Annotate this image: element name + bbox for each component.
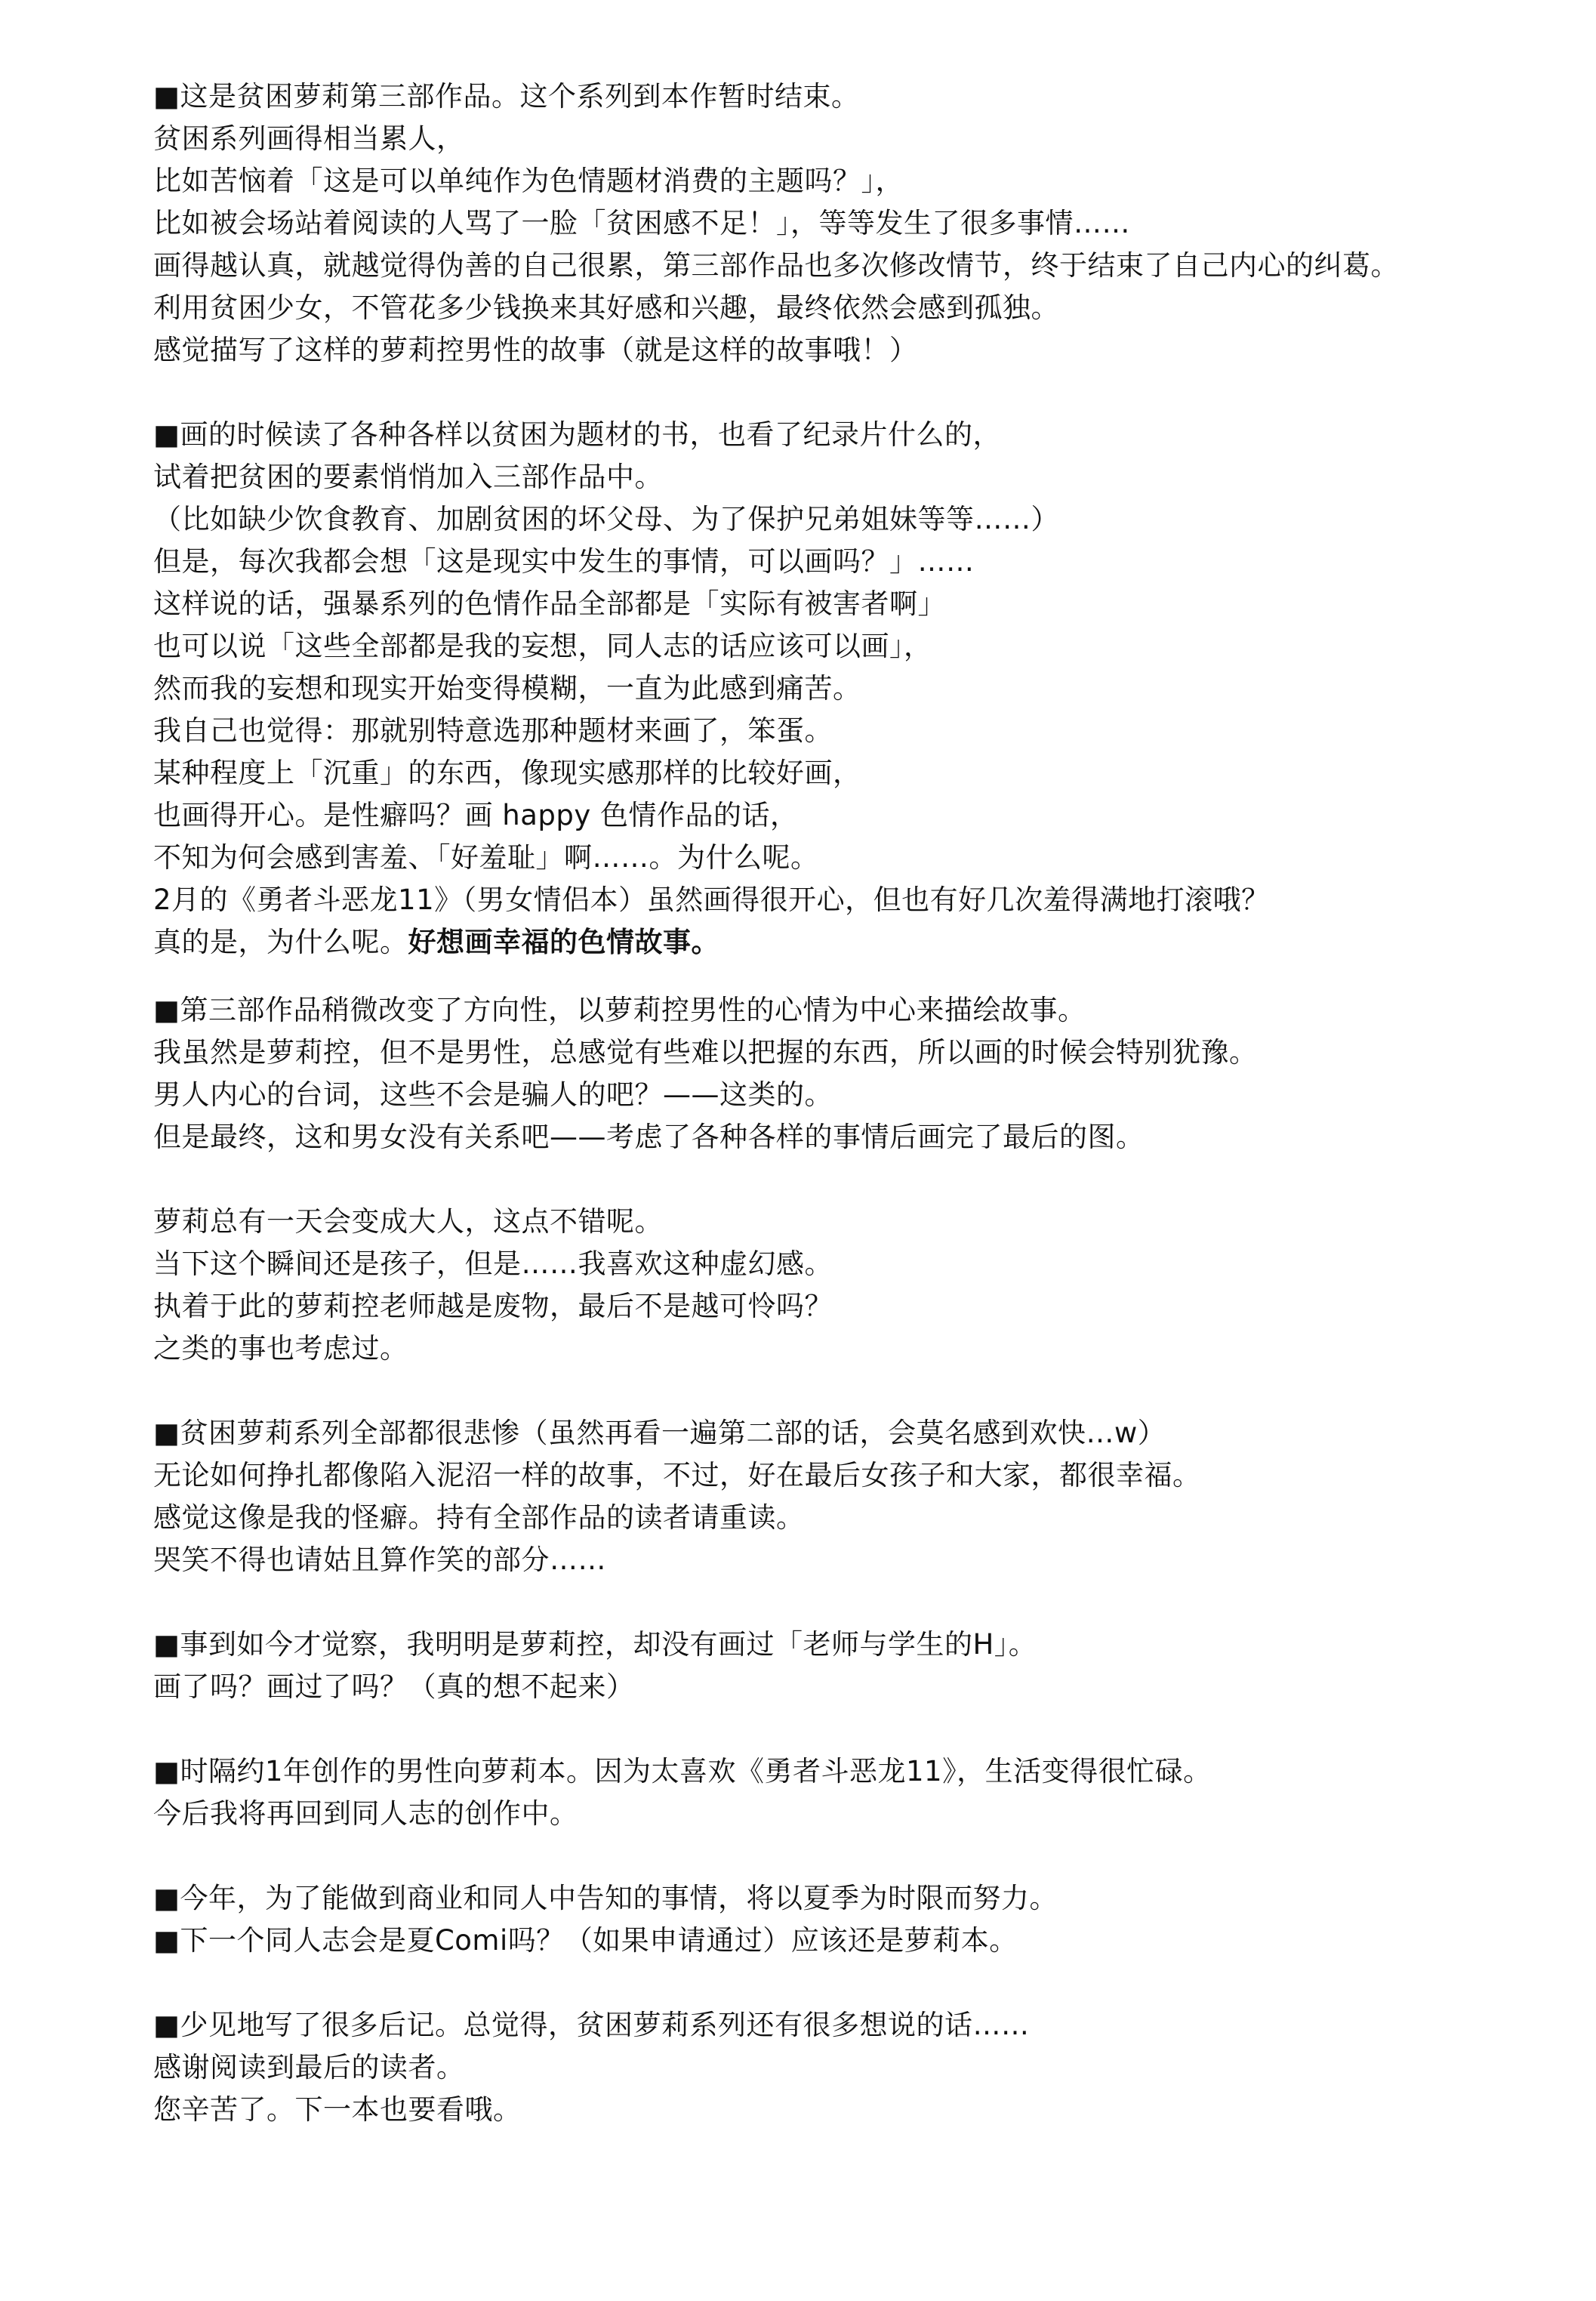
text-line: 然而我的妄想和现实开始变得模糊，一直为此感到痛苦。: [153, 672, 861, 705]
text-line: 萝莉总有一天会变成大人，这点不错呢。: [153, 1205, 663, 1238]
text-line: ■事到如今才觉察，我明明是萝莉控，却没有画过「老师与学生的H」。: [153, 1628, 1037, 1661]
text-line: 贫困系列画得相当累人，: [153, 122, 465, 155]
paragraph-4: [153, 1201, 1557, 1370]
text-line: 感谢阅读到最后的读者。: [153, 2051, 465, 2084]
text-emphasis: 好想画幸福的色情故事。: [408, 926, 719, 958]
text-line: 也可以说「这些全部都是我的妄想，同人志的话应该可以画」，: [153, 630, 932, 662]
text-line-final: [153, 921, 1557, 964]
text-line: 感觉描写了这样的萝莉控男性的故事（就是这样的故事哦！）: [153, 334, 918, 366]
text-line: 但是，每次我都会想「这是现实中发生的事情，可以画吗？」……: [153, 545, 975, 578]
text-line: 执着于此的萝莉控老师越是废物，最后不是越可怜吗？: [153, 1290, 833, 1322]
text-line: 但是最终，这和男女没有关系吧——考虑了各种各样的事情后画完了最后的图。: [153, 1121, 1145, 1153]
paragraph-8: [153, 1877, 1557, 1962]
text-line: （比如缺少饮食教育、加剧贫困的坏父母、为了保护兄弟姐妹等等……）: [153, 503, 1059, 535]
text-line: 某种程度上「沉重」的东西，像现实感那样的比较好画，: [153, 757, 861, 789]
text-line: 当下这个瞬间还是孩子，但是……我喜欢这种虚幻感。: [153, 1248, 833, 1280]
afterword-text: [153, 76, 1557, 2173]
text-line: 这样说的话，强暴系列的色情作品全部都是「实际有被害者啊」: [153, 588, 946, 620]
text-line: ■第三部作品稍微改变了方向性，以萝莉控男性的心情为中心来描绘故事。: [153, 994, 1086, 1026]
text-plain: 真的是，为什么呢。: [153, 926, 408, 958]
text-line: 我虽然是萝莉控，但不是男性，总感觉有些难以把握的东西，所以画的时候会特别犹豫。: [153, 1036, 1258, 1069]
text-line: 今后我将再回到同人志的创作中。: [153, 1797, 578, 1830]
text-line: 画了吗？画过了吗？（真的想不起来）: [153, 1670, 635, 1703]
paragraph-9: [153, 2004, 1557, 2131]
text-line: ■贫困萝莉系列全部都很悲惨（虽然再看一遍第二部的话，会莫名感到欢快…w）: [153, 1417, 1166, 1449]
text-line: 2月的《勇者斗恶龙11》（男女情侣本）虽然画得很开心，但也有好几次羞得满地打滚哦？: [153, 884, 1270, 916]
paragraph-6: [153, 1624, 1557, 1708]
text-line: 比如被会场站着阅读的人骂了一脸「贫困感不足！」，等等发生了很多事情……: [153, 207, 1130, 239]
paragraph-2: [153, 414, 1557, 964]
text-line: 我自己也觉得：那就别特意选那种题材来画了，笨蛋。: [153, 714, 833, 747]
text-line: 感觉这像是我的怪癖。持有全部作品的读者请重读。: [153, 1501, 805, 1534]
text-line: ■时隔约1年创作的男性向萝莉本。因为太喜欢《勇者斗恶龙11》，生活变得很忙碌。: [153, 1755, 1212, 1787]
paragraph-1: [153, 76, 1557, 372]
text-line: 利用贫困少女，不管花多少钱换来其好感和兴趣，最终依然会感到孤独。: [153, 291, 1059, 324]
text-line: 男人内心的台词，这些不会是骗人的吧？——这类的。: [153, 1078, 833, 1111]
text-line: ■下一个同人志会是夏Comi吗？（如果申请通过）应该还是萝莉本。: [153, 1924, 1018, 1957]
text-line: 不知为何会感到害羞、「好羞耻」啊……。为什么呢。: [153, 841, 819, 874]
text-line: 也画得开心。是性癖吗？画 happy 色情作品的话，: [153, 799, 799, 831]
text-line: 哭笑不得也请姑且算作笑的部分……: [153, 1544, 606, 1576]
paragraph-7: [153, 1750, 1557, 1835]
text-line: 之类的事也考虑过。: [153, 1332, 408, 1365]
text-line: 无论如何挣扎都像陷入泥沼一样的故事，不过，好在最后女孩子和大家，都很幸福。: [153, 1459, 1201, 1491]
text-line: ■画的时候读了各种各样以贫困为题材的书，也看了纪录片什么的，: [153, 418, 1001, 451]
text-line: 比如苦恼着「这是可以单纯作为色情题材消费的主题吗？」，: [153, 165, 904, 197]
text-line: 您辛苦了。下一本也要看哦。: [153, 2093, 522, 2126]
text-line: 试着把贫困的要素悄悄加入三部作品中。: [153, 461, 663, 493]
paragraph-3: [153, 989, 1557, 1158]
text-line: ■少见地写了很多后记。总觉得，贫困萝莉系列还有很多想说的话……: [153, 2009, 1030, 2041]
text-line: 画得越认真，就越觉得伪善的自己很累，第三部作品也多次修改情节，终于结束了自己内心的纠葛。: [153, 249, 1399, 282]
text-line: ■今年，为了能做到商业和同人中告知的事情，将以夏季为时限而努力。: [153, 1882, 1058, 1914]
paragraph-5: [153, 1412, 1557, 1581]
text-line: ■这是贫困萝莉第三部作品。这个系列到本作暂时结束。: [153, 80, 860, 113]
